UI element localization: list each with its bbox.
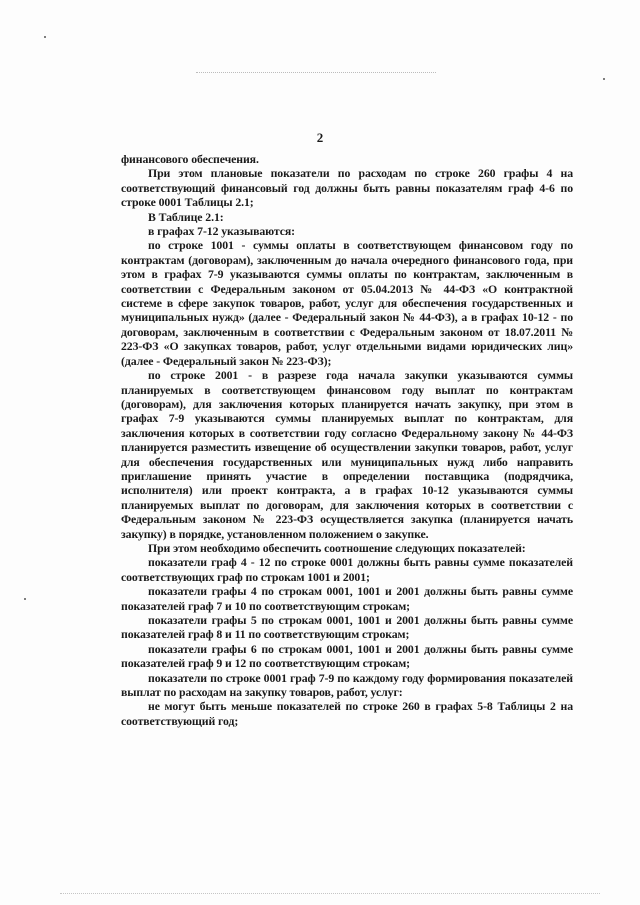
paragraph: В Таблице 2.1: <box>148 209 224 224</box>
paragraph: по строке 2001 - в разрезе года начала закупки указываются суммы планируемых в соответствующем финансовом году выплат по контрактам (договорам), для заключения которых планируется начать закупку, при этом в графах 7-9 указываются суммы планируемых выплат по контрактам, для заключения которых в соответствии году согласно Федеральному закону № 44-ФЗ планируется разместить извещение об осуществлении закупки товаров, работ, услуг для обеспечения государственных или муниципальных нужд либо направить приглашение принять участие в определении поставщика (подрядчика, исполнителя) или проект контракта, а в графах 10-12 указываются суммы планируемых выплат по договорам, для заключения которых в соответствии с Федеральным законом № 223-ФЗ осуществляется закупка (планируется начать закупку) в порядке, установленном положением о закупке. <box>121 368 573 541</box>
paragraph: показатели графы 6 по строкам 0001, 1001 и 2001 должны быть равны сумме показателей граф 9 и 12 по соответствующим строкам; <box>121 641 573 671</box>
scan-speck <box>44 36 46 38</box>
document-body <box>121 152 573 728</box>
paragraph: показатели граф 4 - 12 по строке 0001 должны быть равны сумме показателей соответствующих граф по строкам 1001 и 2001; <box>121 555 573 584</box>
scan-speck <box>603 78 605 80</box>
paragraph: При этом необходимо обеспечить соотношение следующих показателей: <box>148 540 526 555</box>
paragraph: показатели по строке 0001 граф 7-9 по каждому году формирования показателей выплат по расходам на закупку товаров, работ, услуг: <box>121 670 573 700</box>
scan-artifact-bottom <box>60 893 600 895</box>
scan-artifact-top <box>196 72 436 74</box>
paragraph: финансового обеспечения. <box>121 152 259 166</box>
page-number: 2 <box>316 130 324 145</box>
paragraph: показатели графы 4 по строкам 0001, 1001 и 2001 должны быть равны сумме показателей граф 7 и 10 по соответствующим строкам; <box>121 584 573 613</box>
paragraph: При этом плановые показатели по расходам по строке 260 графы 4 на соответствующий финансовый год должны быть равны показателям граф 4-6 по строке 0001 Таблицы 2.1; <box>121 166 573 210</box>
paragraph: не могут быть меньше показателей по строке 260 в графах 5-8 Таблицы 2 на соответствующий год; <box>121 699 573 728</box>
paragraph: в графах 7-12 указываются: <box>148 224 295 239</box>
paragraph: по строке 1001 - суммы оплаты в соответствующем финансовом году по контрактам (договорам), заключенным до начала очередного финансового года, при этом в графах 7-9 указываются суммы оплаты по контрактам, заключенным в соответствии с Федеральным законом от 05.04.2013 № 44-ФЗ «О контрактной системе в сфере закупок товаров, работ, услуг для обеспечения государственных и муниципальных нужд» (далее - Федеральный закон № 44-ФЗ), а в графах 10-12 - по договорам, заключенным в соответствии с Федеральным законом от 18.07.2011 № 223-ФЗ «О закупках товаров, работ, услуг отдельными видами юридических лиц» (далее - Федеральный закон № 223-ФЗ); <box>121 238 573 368</box>
scan-speck <box>24 598 26 600</box>
paragraph: показатели графы 5 по строкам 0001, 1001 и 2001 должны быть равны сумме показателей граф 8 и 11 по соответствующим строкам; <box>121 613 573 642</box>
